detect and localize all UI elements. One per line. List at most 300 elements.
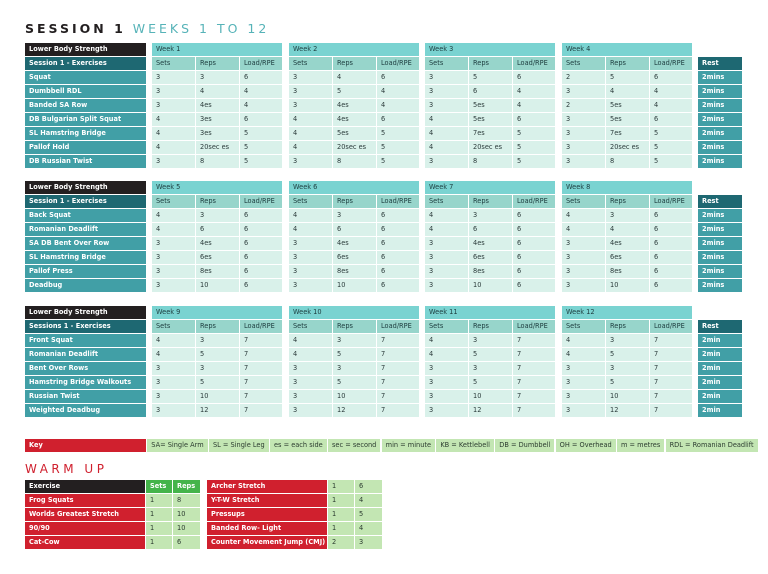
warmup-exercise: Counter Movement Jump (CMJ) (207, 536, 327, 549)
load-cell: 6 (240, 113, 282, 126)
sets-cell: 3 (562, 141, 605, 154)
reps-cell: 3es (196, 113, 239, 126)
sets-cell: 4 (562, 223, 605, 236)
sets-cell: 4 (152, 348, 195, 361)
sets-cell: 3 (152, 390, 195, 403)
exercise-name: Banded SA Row (25, 99, 146, 112)
sets-cell: 3 (562, 237, 605, 250)
week-header: Week 6 (289, 181, 419, 194)
rest-cell: 2mins (698, 251, 742, 264)
sets-cell: 4 (425, 113, 468, 126)
sets-cell: 4 (425, 223, 468, 236)
load-cell: 4 (240, 85, 282, 98)
col-header-load: Load/RPE (650, 195, 692, 208)
load-cell: 7 (240, 376, 282, 389)
warmup-sets: 1 (328, 508, 354, 521)
reps-cell: 4es (196, 99, 239, 112)
warmup-sets: 2 (328, 536, 354, 549)
reps-cell: 10 (333, 279, 376, 292)
load-cell: 6 (513, 265, 555, 278)
week-header: Week 12 (562, 306, 692, 319)
rest-cell: 2mins (698, 127, 742, 140)
reps-cell: 3 (196, 362, 239, 375)
reps-cell: 5 (469, 71, 512, 84)
load-cell: 6 (513, 237, 555, 250)
sets-cell: 3 (289, 376, 332, 389)
exercise-name: Pallof Hold (25, 141, 146, 154)
col-header-sets: Sets (425, 195, 468, 208)
reps-cell: 4es (469, 237, 512, 250)
col-header-sets: Sets (152, 320, 195, 333)
block-subheading: Session 1 - Exercises (25, 195, 146, 208)
load-cell: 5 (513, 141, 555, 154)
sets-cell: 4 (152, 127, 195, 140)
rest-cell: 2mins (698, 99, 742, 112)
exercise-name: Weighted Deadbug (25, 404, 146, 417)
exercise-name: Deadbug (25, 279, 146, 292)
col-header-sets: Sets (562, 195, 605, 208)
sets-cell: 4 (152, 334, 195, 347)
sets-cell: 3 (152, 71, 195, 84)
rest-cell: 2mins (698, 223, 742, 236)
sets-cell: 4 (289, 209, 332, 222)
load-cell: 7 (513, 390, 555, 403)
load-cell: 7 (377, 390, 419, 403)
reps-cell: 4es (606, 237, 649, 250)
warmup-exercise: Frog Squats (25, 494, 145, 507)
col-header-load: Load/RPE (240, 57, 282, 70)
load-cell: 6 (377, 279, 419, 292)
key-item: OH = Overhead (556, 439, 616, 452)
exercise-name: DB Bulgarian Split Squat (25, 113, 146, 126)
sets-cell: 2 (562, 71, 605, 84)
load-cell: 4 (513, 85, 555, 98)
block-subheading: Session 1 - Exercises (25, 57, 146, 70)
load-cell: 5 (377, 127, 419, 140)
sets-cell: 3 (562, 376, 605, 389)
week-header: Week 10 (289, 306, 419, 319)
load-cell: 4 (377, 99, 419, 112)
key-item: sec = second (328, 439, 380, 452)
key-item: DB = Dumbbell (495, 439, 554, 452)
sets-cell: 3 (425, 85, 468, 98)
col-header-reps: Reps (333, 57, 376, 70)
week-header: Week 11 (425, 306, 555, 319)
col-header-sets: Sets (425, 57, 468, 70)
warmup-sets: 1 (146, 508, 172, 521)
sets-cell: 2 (562, 99, 605, 112)
rest-header: Rest (698, 320, 742, 333)
load-cell: 6 (377, 223, 419, 236)
rest-cell: 2mins (698, 209, 742, 222)
sets-cell: 4 (152, 223, 195, 236)
reps-cell: 10 (333, 390, 376, 403)
col-header-sets: Sets (562, 57, 605, 70)
load-cell: 6 (513, 113, 555, 126)
reps-cell: 3 (333, 209, 376, 222)
col-header-sets: Sets (562, 320, 605, 333)
sets-cell: 3 (425, 362, 468, 375)
warmup-header-exercise: Exercise (25, 480, 145, 493)
sets-cell: 3 (425, 376, 468, 389)
exercise-name: SL Hamstring Bridge (25, 251, 146, 264)
col-header-sets: Sets (289, 320, 332, 333)
warmup-reps: 6 (355, 480, 382, 493)
load-cell: 5 (650, 127, 692, 140)
rest-cell: 2min (698, 334, 742, 347)
sets-cell: 3 (425, 237, 468, 250)
sets-cell: 3 (562, 113, 605, 126)
block-subheading: Sessions 1 - Exercises (25, 320, 146, 333)
warmup-reps: 3 (355, 536, 382, 549)
col-header-load: Load/RPE (513, 195, 555, 208)
reps-cell: 6es (333, 251, 376, 264)
sets-cell: 3 (289, 265, 332, 278)
warmup-title: WARM UP (25, 462, 108, 476)
sets-cell: 3 (152, 99, 195, 112)
col-header-reps: Reps (469, 195, 512, 208)
sets-cell: 3 (152, 376, 195, 389)
load-cell: 6 (240, 251, 282, 264)
load-cell: 5 (240, 127, 282, 140)
sets-cell: 3 (562, 127, 605, 140)
reps-cell: 3 (606, 362, 649, 375)
exercise-name: Squat (25, 71, 146, 84)
reps-cell: 6 (469, 85, 512, 98)
warmup-header-reps: Reps (173, 480, 200, 493)
load-cell: 5 (240, 141, 282, 154)
reps-cell: 5 (333, 348, 376, 361)
load-cell: 4 (650, 99, 692, 112)
col-header-reps: Reps (333, 320, 376, 333)
sets-cell: 4 (289, 113, 332, 126)
load-cell: 7 (240, 390, 282, 403)
sets-cell: 3 (152, 279, 195, 292)
load-cell: 5 (650, 155, 692, 168)
load-cell: 6 (513, 279, 555, 292)
load-cell: 6 (377, 265, 419, 278)
key-item: es = each side (270, 439, 327, 452)
load-cell: 6 (650, 223, 692, 236)
title-weeks: WEEKS 1 TO 12 (132, 21, 270, 36)
load-cell: 6 (650, 113, 692, 126)
reps-cell: 8 (469, 155, 512, 168)
load-cell: 6 (513, 209, 555, 222)
sets-cell: 4 (562, 334, 605, 347)
reps-cell: 5 (196, 376, 239, 389)
reps-cell: 20sec es (196, 141, 239, 154)
sets-cell: 3 (425, 155, 468, 168)
sets-cell: 4 (425, 209, 468, 222)
col-header-load: Load/RPE (513, 57, 555, 70)
reps-cell: 8es (469, 265, 512, 278)
week-header: Week 3 (425, 43, 555, 56)
reps-cell: 7es (606, 127, 649, 140)
reps-cell: 6 (196, 223, 239, 236)
sets-cell: 3 (562, 155, 605, 168)
reps-cell: 10 (469, 390, 512, 403)
warmup-header-sets: Sets (146, 480, 172, 493)
load-cell: 6 (513, 223, 555, 236)
reps-cell: 8es (606, 265, 649, 278)
week-header: Week 1 (152, 43, 282, 56)
sets-cell: 3 (425, 279, 468, 292)
warmup-reps: 6 (173, 536, 200, 549)
block-heading: Lower Body Strength (25, 43, 146, 56)
sets-cell: 3 (289, 404, 332, 417)
sets-cell: 3 (425, 99, 468, 112)
load-cell: 7 (513, 376, 555, 389)
sets-cell: 4 (152, 141, 195, 154)
reps-cell: 4es (196, 237, 239, 250)
sets-cell: 3 (562, 390, 605, 403)
load-cell: 6 (377, 251, 419, 264)
rest-cell: 2mins (698, 71, 742, 84)
load-cell: 7 (240, 362, 282, 375)
warmup-sets: 1 (146, 494, 172, 507)
reps-cell: 3 (469, 209, 512, 222)
rest-cell: 2min (698, 348, 742, 361)
load-cell: 7 (650, 376, 692, 389)
warmup-sets: 1 (328, 522, 354, 535)
reps-cell: 3 (333, 362, 376, 375)
sets-cell: 4 (562, 209, 605, 222)
rest-header: Rest (698, 57, 742, 70)
col-header-reps: Reps (333, 195, 376, 208)
reps-cell: 5 (196, 348, 239, 361)
sets-cell: 4 (289, 348, 332, 361)
load-cell: 6 (240, 71, 282, 84)
col-header-sets: Sets (152, 57, 195, 70)
col-header-reps: Reps (196, 57, 239, 70)
warmup-reps: 5 (355, 508, 382, 521)
load-cell: 6 (240, 237, 282, 250)
reps-cell: 4es (333, 237, 376, 250)
reps-cell: 12 (469, 404, 512, 417)
week-header: Week 5 (152, 181, 282, 194)
exercise-name: SL Hamstring Bridge (25, 127, 146, 140)
load-cell: 7 (650, 390, 692, 403)
warmup-exercise: Pressups (207, 508, 327, 521)
sets-cell: 3 (425, 265, 468, 278)
exercise-name: Hamstring Bridge Walkouts (25, 376, 146, 389)
col-header-load: Load/RPE (650, 320, 692, 333)
col-header-load: Load/RPE (377, 57, 419, 70)
load-cell: 6 (650, 251, 692, 264)
reps-cell: 12 (196, 404, 239, 417)
warmup-exercise: Y-T-W Stretch (207, 494, 327, 507)
reps-cell: 4es (333, 99, 376, 112)
reps-cell: 20sec es (606, 141, 649, 154)
load-cell: 6 (650, 71, 692, 84)
load-cell: 7 (377, 404, 419, 417)
reps-cell: 20sec es (469, 141, 512, 154)
sets-cell: 3 (562, 251, 605, 264)
reps-cell: 4 (606, 85, 649, 98)
reps-cell: 6 (333, 223, 376, 236)
reps-cell: 10 (606, 279, 649, 292)
rest-cell: 2mins (698, 279, 742, 292)
load-cell: 5 (377, 155, 419, 168)
reps-cell: 7es (469, 127, 512, 140)
sets-cell: 3 (289, 99, 332, 112)
col-header-sets: Sets (289, 195, 332, 208)
load-cell: 7 (650, 348, 692, 361)
load-cell: 6 (240, 223, 282, 236)
reps-cell: 10 (196, 390, 239, 403)
load-cell: 6 (377, 71, 419, 84)
load-cell: 6 (513, 71, 555, 84)
load-cell: 7 (513, 348, 555, 361)
reps-cell: 3 (606, 209, 649, 222)
col-header-load: Load/RPE (650, 57, 692, 70)
col-header-reps: Reps (469, 320, 512, 333)
exercise-name: Dumbbell RDL (25, 85, 146, 98)
block-heading: Lower Body Strength (25, 306, 146, 319)
sets-cell: 3 (562, 265, 605, 278)
load-cell: 7 (377, 376, 419, 389)
reps-cell: 8es (333, 265, 376, 278)
sets-cell: 3 (289, 71, 332, 84)
key-legend (25, 439, 759, 452)
reps-cell: 5 (606, 376, 649, 389)
sets-cell: 4 (289, 141, 332, 154)
load-cell: 6 (377, 237, 419, 250)
rest-header: Rest (698, 195, 742, 208)
warmup-sets: 1 (146, 536, 172, 549)
reps-cell: 5es (469, 99, 512, 112)
sets-cell: 3 (425, 71, 468, 84)
warmup-exercise: Banded Row- Light (207, 522, 327, 535)
load-cell: 6 (240, 265, 282, 278)
reps-cell: 5es (606, 99, 649, 112)
exercise-name: Bent Over Rows (25, 362, 146, 375)
warmup-exercise: Archer Stretch (207, 480, 327, 493)
sets-cell: 3 (425, 404, 468, 417)
warmup-exercise: Worlds Greatest Stretch (25, 508, 145, 521)
sets-cell: 3 (152, 265, 195, 278)
reps-cell: 6es (469, 251, 512, 264)
reps-cell: 20sec es (333, 141, 376, 154)
key-item: RDL = Romanian Deadlift (666, 439, 758, 452)
reps-cell: 5es (333, 127, 376, 140)
warmup-reps: 10 (173, 508, 200, 521)
sets-cell: 3 (562, 362, 605, 375)
rest-cell: 2mins (698, 141, 742, 154)
exercise-name: Romanian Deadlift (25, 223, 146, 236)
load-cell: 6 (240, 209, 282, 222)
sets-cell: 3 (562, 279, 605, 292)
col-header-reps: Reps (606, 57, 649, 70)
col-header-reps: Reps (606, 195, 649, 208)
load-cell: 6 (513, 251, 555, 264)
warmup-exercise: Cat-Cow (25, 536, 145, 549)
sets-cell: 4 (289, 334, 332, 347)
reps-cell: 6 (469, 223, 512, 236)
col-header-load: Load/RPE (240, 195, 282, 208)
reps-cell: 12 (606, 404, 649, 417)
col-header-reps: Reps (606, 320, 649, 333)
reps-cell: 5 (333, 376, 376, 389)
load-cell: 7 (650, 404, 692, 417)
key-item: SA= Single Arm (147, 439, 207, 452)
exercise-name: Romanian Deadlift (25, 348, 146, 361)
rest-cell: 2min (698, 404, 742, 417)
rest-cell: 2min (698, 390, 742, 403)
reps-cell: 8 (333, 155, 376, 168)
load-cell: 4 (377, 85, 419, 98)
col-header-load: Load/RPE (377, 320, 419, 333)
reps-cell: 3 (333, 334, 376, 347)
rest-cell: 2min (698, 376, 742, 389)
load-cell: 7 (240, 404, 282, 417)
sets-cell: 4 (152, 113, 195, 126)
reps-cell: 5 (469, 376, 512, 389)
reps-cell: 3 (196, 209, 239, 222)
reps-cell: 5 (606, 348, 649, 361)
reps-cell: 5 (469, 348, 512, 361)
rest-cell: 2mins (698, 85, 742, 98)
sets-cell: 3 (425, 390, 468, 403)
sets-cell: 4 (289, 223, 332, 236)
reps-cell: 12 (333, 404, 376, 417)
warmup-reps: 4 (355, 522, 382, 535)
sets-cell: 3 (289, 362, 332, 375)
load-cell: 7 (240, 348, 282, 361)
sets-cell: 3 (289, 279, 332, 292)
reps-cell: 6es (196, 251, 239, 264)
sets-cell: 3 (152, 362, 195, 375)
load-cell: 5 (513, 127, 555, 140)
sets-cell: 3 (562, 85, 605, 98)
col-header-sets: Sets (425, 320, 468, 333)
rest-cell: 2mins (698, 155, 742, 168)
load-cell: 7 (377, 362, 419, 375)
reps-cell: 3 (196, 334, 239, 347)
sets-cell: 3 (152, 251, 195, 264)
load-cell: 4 (650, 85, 692, 98)
col-header-reps: Reps (469, 57, 512, 70)
rest-cell: 2mins (698, 113, 742, 126)
load-cell: 7 (377, 348, 419, 361)
sets-cell: 4 (425, 334, 468, 347)
warmup-sets: 1 (328, 480, 354, 493)
sets-cell: 3 (152, 85, 195, 98)
col-header-sets: Sets (152, 195, 195, 208)
load-cell: 7 (377, 334, 419, 347)
load-cell: 7 (513, 334, 555, 347)
reps-cell: 5es (469, 113, 512, 126)
warmup-exercise: 90/90 (25, 522, 145, 535)
warmup-reps: 4 (355, 494, 382, 507)
reps-cell: 4es (333, 113, 376, 126)
warmup-reps: 10 (173, 522, 200, 535)
sets-cell: 3 (152, 155, 195, 168)
reps-cell: 4 (606, 223, 649, 236)
load-cell: 4 (513, 99, 555, 112)
week-header: Week 2 (289, 43, 419, 56)
key-item: KB = Kettlebell (436, 439, 494, 452)
exercise-name: SA DB Bent Over Row (25, 237, 146, 250)
load-cell: 5 (513, 155, 555, 168)
exercise-name: DB Russian Twist (25, 155, 146, 168)
load-cell: 7 (513, 362, 555, 375)
reps-cell: 3 (606, 334, 649, 347)
load-cell: 7 (240, 334, 282, 347)
reps-cell: 6es (606, 251, 649, 264)
sets-cell: 3 (289, 251, 332, 264)
key-item: SL = Single Leg (209, 439, 269, 452)
